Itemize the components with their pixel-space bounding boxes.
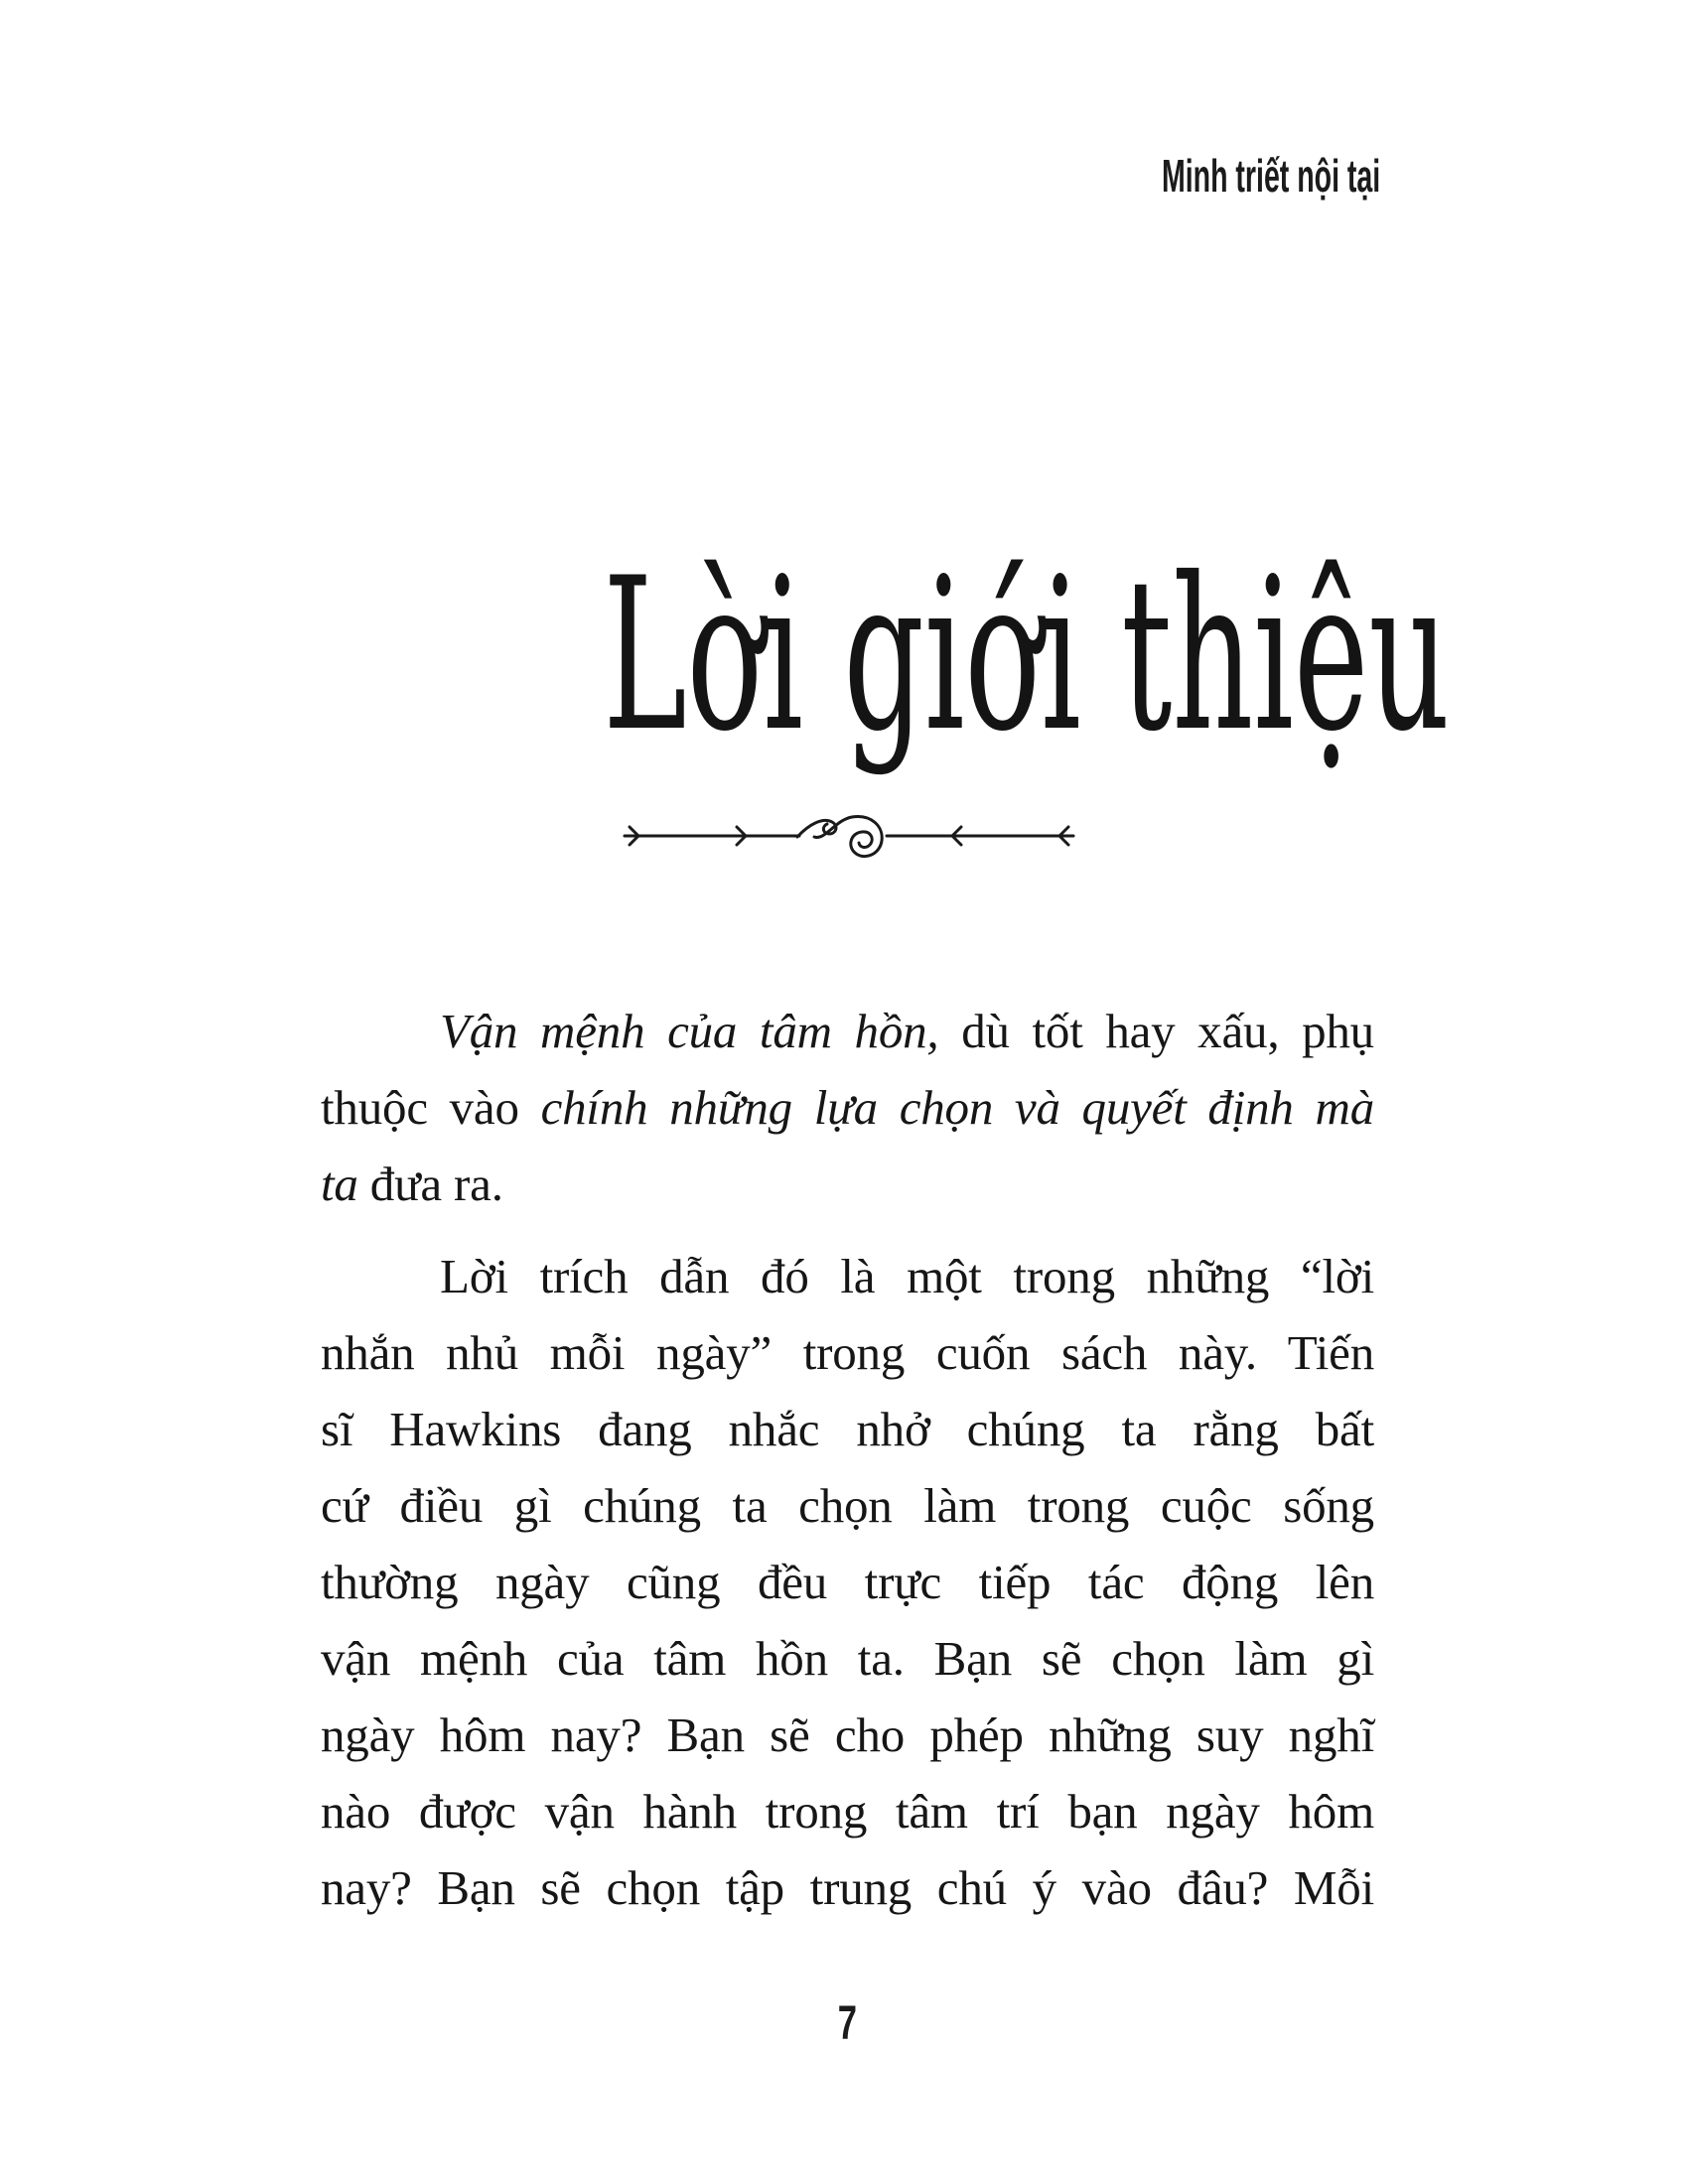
text-line: vận mệnh của tâm hồn ta. Bạn sẽ chọn làm gì bbox=[321, 1631, 1374, 1686]
divider-flourish-icon bbox=[621, 804, 1077, 868]
intro-quote-paragraph bbox=[321, 993, 1374, 1222]
running-header bbox=[1028, 150, 1380, 202]
text-line: thường ngày cũng đều trực tiếp tác động lên bbox=[321, 1555, 1374, 1609]
text-line bbox=[321, 1146, 1374, 1222]
chapter-title bbox=[321, 532, 1451, 777]
italic-text: chính những lựa chọn và quyết định mà bbox=[540, 1080, 1374, 1135]
body-paragraph bbox=[321, 1238, 1374, 1926]
text-line bbox=[321, 1069, 1374, 1146]
text-line: sĩ Hawkins đang nhắc nhở chúng ta rằng bất bbox=[321, 1402, 1374, 1456]
text-line: nào được vận hành trong tâm trí bạn ngày hôm bbox=[321, 1784, 1374, 1839]
running-header-text: Minh triết nội tại bbox=[1161, 150, 1380, 202]
text-line: ngày hôm nay? Bạn sẽ cho phép những suy nghĩ bbox=[321, 1707, 1374, 1762]
chapter-title-text: Lời giới thiệu bbox=[603, 532, 1451, 777]
text-line: Lời trích dẫn đó là một trong những “lời bbox=[440, 1249, 1374, 1303]
text-line: cứ điều gì chúng ta chọn làm trong cuộc sống bbox=[321, 1478, 1374, 1533]
page-number-text: 7 bbox=[837, 1997, 858, 2050]
text-line: nay? Bạn sẽ chọn tập trung chú ý vào đâu? Mỗi bbox=[321, 1860, 1374, 1915]
text-line bbox=[321, 993, 1374, 1069]
regular-text: dù tốt hay xấu, phụ bbox=[938, 1004, 1374, 1058]
page-number bbox=[321, 1999, 1374, 2049]
regular-text: đưa ra. bbox=[357, 1157, 503, 1211]
italic-text: Vận mệnh của tâm hồn, bbox=[440, 1004, 939, 1058]
text-line: nhắn nhủ mỗi ngày” trong cuốn sách này. Tiến bbox=[321, 1325, 1374, 1380]
italic-text: ta bbox=[321, 1157, 358, 1211]
regular-text: thuộc vào bbox=[321, 1080, 541, 1135]
